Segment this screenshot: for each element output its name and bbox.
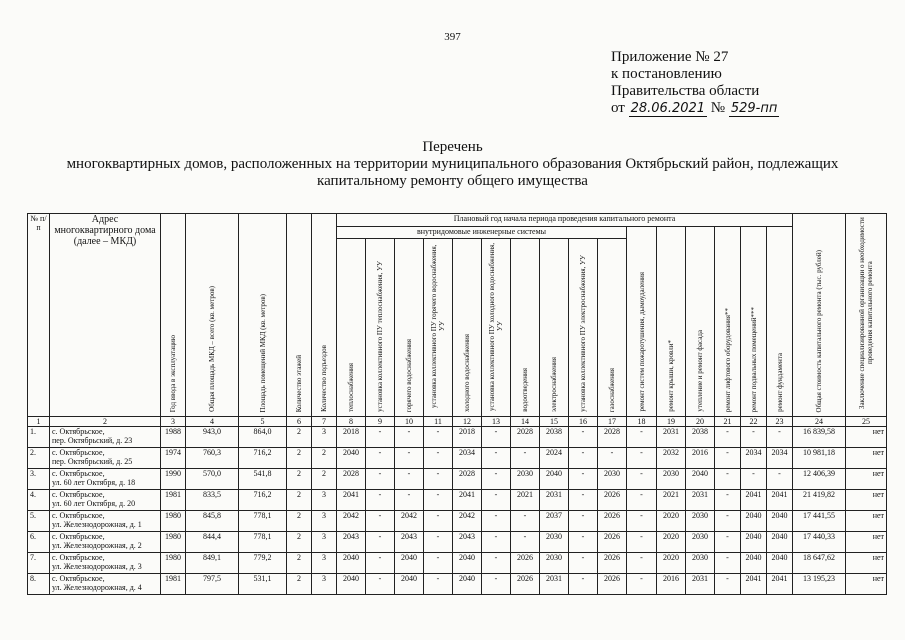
row-cost: 16 839,58 [793, 427, 846, 448]
row-year: 1974 [161, 448, 186, 469]
row-planned-year: - [569, 448, 598, 469]
row-total-area: 570,0 [186, 469, 239, 490]
row-planned-year: 2026 [511, 553, 540, 574]
row-address [50, 574, 161, 595]
column-number: 2 [50, 417, 161, 427]
row-planned-year: 2040 [453, 574, 482, 595]
row-planned-year: - [366, 574, 395, 595]
address-line: с. Октябрьское, [52, 553, 105, 562]
row-planned-year: 2041 [741, 490, 767, 511]
appendix-number-sign: № [710, 100, 726, 116]
row-planned-year: - [366, 427, 395, 448]
row-planned-year: 2040 [767, 511, 793, 532]
row-planned-year: 2030 [686, 532, 715, 553]
row-planned-year: - [627, 427, 657, 448]
row-total-area: 797,5 [186, 574, 239, 595]
table-row [28, 574, 887, 595]
row-planned-year: 2026 [598, 532, 627, 553]
column-number: 15 [540, 417, 569, 427]
header-engineering: внутридомовые инженерные системы [337, 227, 627, 239]
address-line: с. Октябрьское, [52, 427, 105, 436]
column-number: 23 [767, 417, 793, 427]
row-premises-area: 778,1 [239, 511, 287, 532]
row-planned-year: - [715, 448, 741, 469]
row-number: 3. [28, 469, 50, 490]
column-number: 17 [598, 417, 627, 427]
column-number: 8 [337, 417, 366, 427]
row-planned-year: - [715, 427, 741, 448]
address-line: с. Октябрьское, [52, 490, 105, 499]
document-title [20, 139, 885, 190]
row-premises-area: 779,2 [239, 553, 287, 574]
row-planned-year: - [511, 511, 540, 532]
header-conclusion: Заключение специализированной организации о необходимости проведения капитального ремонта [846, 214, 887, 417]
column-number: 10 [395, 417, 424, 427]
row-total-area: 833,5 [186, 490, 239, 511]
row-planned-year: 2040 [337, 553, 366, 574]
appendix-block [611, 49, 779, 117]
row-planned-year: - [715, 469, 741, 490]
row-planned-year: 2043 [395, 532, 424, 553]
row-planned-year: - [569, 574, 598, 595]
header-electricity: электроснабжения [540, 239, 569, 417]
row-cost: 12 406,39 [793, 469, 846, 490]
row-planned-year: - [482, 532, 511, 553]
row-planned-year: - [569, 490, 598, 511]
row-planned-year: - [424, 427, 453, 448]
header-fire-systems: ремонт систем пожаротушения, дымоудаления [627, 227, 657, 417]
row-total-area: 845,8 [186, 511, 239, 532]
row-cost: 18 647,62 [793, 553, 846, 574]
row-planned-year: - [569, 427, 598, 448]
row-planned-year: - [569, 553, 598, 574]
title-line-1: Перечень [422, 139, 483, 155]
row-planned-year: - [767, 427, 793, 448]
row-planned-year: - [715, 490, 741, 511]
row-planned-year: - [715, 553, 741, 574]
row-planned-year: 2040 [741, 532, 767, 553]
row-planned-year: - [627, 490, 657, 511]
row-number: 1. [28, 427, 50, 448]
header-planned-year: Плановый год начала периода проведения капитального ремонта [337, 214, 793, 227]
address-line: ул. Железнодорожная, д. 1 [52, 520, 142, 529]
row-planned-year: - [366, 469, 395, 490]
column-number: 13 [482, 417, 511, 427]
column-number: 6 [287, 417, 312, 427]
row-cost: 17 440,33 [793, 532, 846, 553]
row-year: 1980 [161, 511, 186, 532]
row-conclusion: нет [846, 532, 887, 553]
row-planned-year: - [366, 511, 395, 532]
row-planned-year: 2040 [540, 469, 569, 490]
table-row [28, 448, 887, 469]
column-number: 16 [569, 417, 598, 427]
table-row [28, 427, 887, 448]
header-entrances: Количество подъездов [312, 214, 337, 417]
row-floors: 2 [287, 532, 312, 553]
address-line: пер. Октябрьский, д. 23 [52, 436, 133, 445]
row-entrances: 3 [312, 553, 337, 574]
row-year: 1980 [161, 553, 186, 574]
row-planned-year: - [569, 532, 598, 553]
column-number: 9 [366, 417, 395, 427]
row-premises-area: 541,8 [239, 469, 287, 490]
row-planned-year: 2030 [540, 532, 569, 553]
row-planned-year: - [424, 469, 453, 490]
address-line: с. Октябрьское, [52, 574, 105, 583]
row-total-area: 943,0 [186, 427, 239, 448]
row-premises-area: 716,2 [239, 448, 287, 469]
column-number: 20 [686, 417, 715, 427]
row-planned-year: - [598, 448, 627, 469]
column-number: 19 [657, 417, 686, 427]
row-planned-year: 2038 [686, 427, 715, 448]
row-planned-year: - [715, 532, 741, 553]
row-planned-year: 2041 [767, 490, 793, 511]
row-planned-year: 2021 [657, 490, 686, 511]
row-address [50, 511, 161, 532]
row-total-area: 844,4 [186, 532, 239, 553]
row-planned-year: - [511, 448, 540, 469]
row-planned-year: 2026 [598, 511, 627, 532]
row-conclusion: нет [846, 427, 887, 448]
row-planned-year: 2018 [337, 427, 366, 448]
row-premises-area: 778,1 [239, 532, 287, 553]
table-row [28, 532, 887, 553]
row-planned-year: 2028 [598, 427, 627, 448]
row-year: 1981 [161, 490, 186, 511]
header-gas: газоснабжения [598, 239, 627, 417]
row-address [50, 469, 161, 490]
row-conclusion: нет [846, 574, 887, 595]
header-sewerage: водоотведения [511, 239, 540, 417]
row-planned-year: - [767, 469, 793, 490]
row-floors: 2 [287, 448, 312, 469]
row-address [50, 553, 161, 574]
row-cost: 17 441,55 [793, 511, 846, 532]
row-planned-year: - [715, 574, 741, 595]
row-planned-year: - [627, 532, 657, 553]
row-premises-area: 716,2 [239, 490, 287, 511]
header-facade: утепление и ремонт фасада [686, 227, 715, 417]
address-line: с. Октябрьское, [52, 469, 105, 478]
row-planned-year: - [569, 469, 598, 490]
row-address [50, 427, 161, 448]
row-planned-year: 2028 [453, 469, 482, 490]
row-planned-year: 2030 [686, 511, 715, 532]
row-planned-year: 2040 [337, 574, 366, 595]
column-number: 24 [793, 417, 846, 427]
row-conclusion: нет [846, 490, 887, 511]
header-total-area: Общая площадь МКД – всего (кв. метров) [186, 214, 239, 417]
row-conclusion: нет [846, 511, 887, 532]
row-planned-year: - [482, 469, 511, 490]
row-planned-year: - [482, 490, 511, 511]
row-planned-year: - [569, 511, 598, 532]
row-planned-year: 2016 [686, 448, 715, 469]
row-entrances: 2 [312, 469, 337, 490]
row-number: 4. [28, 490, 50, 511]
row-entrances: 3 [312, 490, 337, 511]
row-entrances: 3 [312, 574, 337, 595]
row-planned-year: 2040 [686, 469, 715, 490]
row-planned-year: 2040 [741, 553, 767, 574]
row-planned-year: 2021 [511, 490, 540, 511]
row-planned-year: 2028 [337, 469, 366, 490]
row-planned-year: - [395, 490, 424, 511]
row-planned-year: 2040 [767, 532, 793, 553]
header-cold-water-meter: установка коллективного ПУ холодного водоснабжения, УУ [482, 239, 511, 417]
row-planned-year: 2016 [657, 574, 686, 595]
table-row [28, 553, 887, 574]
row-planned-year: 2042 [453, 511, 482, 532]
row-planned-year: 2020 [657, 511, 686, 532]
row-planned-year: - [424, 448, 453, 469]
row-planned-year: 2026 [511, 574, 540, 595]
column-number: 1 [28, 417, 50, 427]
header-address: Адрес многоквартирного дома (далее – МКД) [50, 214, 161, 417]
header-cold-water: холодного водоснабжения [453, 239, 482, 417]
address-line: ул. Железнодорожная, д. 3 [52, 562, 142, 571]
row-planned-year: 2043 [337, 532, 366, 553]
column-number: 11 [424, 417, 453, 427]
row-entrances: 3 [312, 511, 337, 532]
row-planned-year: - [395, 469, 424, 490]
table-row [28, 490, 887, 511]
row-planned-year: 2026 [598, 553, 627, 574]
address-line: пер. Октябрьский, д. 25 [52, 457, 133, 466]
row-planned-year: - [627, 511, 657, 532]
row-planned-year: 2037 [540, 511, 569, 532]
row-planned-year: - [627, 469, 657, 490]
address-line: с. Октябрьское, [52, 448, 105, 457]
column-number: 5 [239, 417, 287, 427]
header-num: № п/п [28, 214, 50, 417]
row-planned-year: 2030 [686, 553, 715, 574]
header-hot-water-meter: установка коллективного ПУ горячего водоснабжения, УУ [424, 239, 453, 417]
address-line: ул. Железнодорожная, д. 4 [52, 583, 142, 592]
row-planned-year: - [424, 553, 453, 574]
row-number: 6. [28, 532, 50, 553]
row-planned-year: - [627, 574, 657, 595]
row-year: 1981 [161, 574, 186, 595]
row-planned-year: 2032 [657, 448, 686, 469]
column-number: 21 [715, 417, 741, 427]
header-elevator: ремонт лифтового оборудования** [715, 227, 741, 417]
row-number: 5. [28, 511, 50, 532]
column-number: 3 [161, 417, 186, 427]
row-conclusion: нет [846, 469, 887, 490]
row-planned-year: 2034 [741, 448, 767, 469]
title-line-2: многоквартирных домов, расположенных на территории муниципального образования Октябрьский район, подлежащих [66, 156, 839, 172]
row-planned-year: 2034 [453, 448, 482, 469]
row-planned-year: 2034 [767, 448, 793, 469]
header-heating-meter: установка коллективного ПУ теплоснабжения, УУ [366, 239, 395, 417]
appendix-prefix: от [611, 100, 625, 116]
row-planned-year: 2026 [598, 490, 627, 511]
address-line: с. Октябрьское, [52, 532, 105, 541]
row-planned-year: 2040 [767, 553, 793, 574]
row-planned-year: 2040 [337, 448, 366, 469]
row-planned-year: 2031 [540, 490, 569, 511]
row-planned-year: 2042 [337, 511, 366, 532]
header-cost: Общая стоимость капитального ремонта (тыс. рублей) [793, 214, 846, 417]
header-floors: Количество этажей [287, 214, 312, 417]
row-planned-year: - [482, 427, 511, 448]
row-planned-year: 2040 [395, 574, 424, 595]
row-planned-year: - [395, 448, 424, 469]
row-planned-year: - [741, 469, 767, 490]
row-planned-year: - [424, 532, 453, 553]
row-planned-year: 2041 [453, 490, 482, 511]
column-number: 7 [312, 417, 337, 427]
address-line: с. Октябрьское, [52, 511, 105, 520]
row-planned-year: 2030 [657, 469, 686, 490]
row-planned-year: - [482, 448, 511, 469]
appendix-number: 529-пп [730, 101, 778, 116]
column-number: 18 [627, 417, 657, 427]
row-planned-year: - [741, 427, 767, 448]
appendix-line-1: Приложение № 27 [611, 49, 729, 65]
row-planned-year: - [482, 574, 511, 595]
row-year: 1988 [161, 427, 186, 448]
row-planned-year: 2030 [598, 469, 627, 490]
row-floors: 2 [287, 511, 312, 532]
appendix-date: 28.06.2021 [630, 101, 706, 116]
row-planned-year: 2020 [657, 553, 686, 574]
column-number: 25 [846, 417, 887, 427]
row-entrances: 2 [312, 448, 337, 469]
appendix-line-3: Правительства области [611, 83, 760, 99]
row-planned-year: - [424, 511, 453, 532]
row-planned-year: 2038 [540, 427, 569, 448]
title-line-3: капитальному ремонту общего имущества [317, 173, 588, 189]
row-conclusion: нет [846, 553, 887, 574]
row-planned-year: 2042 [395, 511, 424, 532]
row-planned-year: - [627, 553, 657, 574]
row-conclusion: нет [846, 448, 887, 469]
header-heating: теплоснабжения [337, 239, 366, 417]
address-line: ул. Железнодорожная, д. 2 [52, 541, 142, 550]
row-total-area: 849,1 [186, 553, 239, 574]
row-planned-year: 2041 [767, 574, 793, 595]
row-address [50, 532, 161, 553]
row-planned-year: 2030 [540, 553, 569, 574]
column-number: 14 [511, 417, 540, 427]
row-planned-year: 2031 [686, 574, 715, 595]
row-floors: 2 [287, 469, 312, 490]
table-row [28, 469, 887, 490]
row-planned-year: 2031 [657, 427, 686, 448]
header-roof: ремонт крыши, кровли* [657, 227, 686, 417]
header-foundation: ремонт фундамента [767, 227, 793, 417]
row-planned-year: 2040 [741, 511, 767, 532]
row-total-area: 760,3 [186, 448, 239, 469]
column-numbers-row [28, 417, 887, 427]
row-premises-area: 531,1 [239, 574, 287, 595]
table-row [28, 511, 887, 532]
row-cost: 10 981,18 [793, 448, 846, 469]
header-basement: ремонт подвальных помещений*** [741, 227, 767, 417]
row-number: 8. [28, 574, 50, 595]
row-planned-year: 2028 [511, 427, 540, 448]
header-premises-area: Площадь помещений МКД (кв. метров) [239, 214, 287, 417]
row-planned-year: 2020 [657, 532, 686, 553]
row-floors: 2 [287, 553, 312, 574]
row-cost: 13 195,23 [793, 574, 846, 595]
row-cost: 21 419,82 [793, 490, 846, 511]
row-floors: 2 [287, 427, 312, 448]
row-planned-year: - [395, 427, 424, 448]
row-planned-year: 2043 [453, 532, 482, 553]
page-number: 397 [444, 31, 461, 43]
row-planned-year: 2041 [741, 574, 767, 595]
row-planned-year: - [366, 553, 395, 574]
column-number: 12 [453, 417, 482, 427]
row-year: 1980 [161, 532, 186, 553]
appendix-line-2: к постановлению [611, 66, 722, 82]
row-planned-year: - [482, 553, 511, 574]
row-planned-year: - [424, 574, 453, 595]
row-number: 7. [28, 553, 50, 574]
row-planned-year: 2040 [395, 553, 424, 574]
row-planned-year: - [366, 448, 395, 469]
header-electricity-meter: установка коллективного ПУ электроснабжения, УУ [569, 239, 598, 417]
row-address [50, 448, 161, 469]
row-planned-year: 2018 [453, 427, 482, 448]
address-line: ул. 60 лет Октября, д. 20 [52, 499, 136, 508]
row-planned-year: 2024 [540, 448, 569, 469]
row-number: 2. [28, 448, 50, 469]
row-planned-year: - [366, 532, 395, 553]
houses-table [27, 213, 887, 595]
row-planned-year: - [715, 511, 741, 532]
row-premises-area: 864,0 [239, 427, 287, 448]
appendix-line-4 [611, 100, 779, 117]
row-floors: 2 [287, 574, 312, 595]
row-planned-year: 2041 [337, 490, 366, 511]
row-planned-year: 2030 [511, 469, 540, 490]
row-planned-year: - [424, 490, 453, 511]
column-number: 22 [741, 417, 767, 427]
row-planned-year: 2031 [686, 490, 715, 511]
row-planned-year: 2031 [540, 574, 569, 595]
row-planned-year: - [511, 532, 540, 553]
column-number: 4 [186, 417, 239, 427]
address-line: ул. 60 лет Октября, д. 18 [52, 478, 136, 487]
header-year: Год ввода в эксплуатацию [161, 214, 186, 417]
row-address [50, 490, 161, 511]
row-planned-year: 2040 [453, 553, 482, 574]
header-hot-water: горячего водоснабжения [395, 239, 424, 417]
row-planned-year: - [366, 490, 395, 511]
row-entrances: 3 [312, 532, 337, 553]
row-planned-year: - [627, 448, 657, 469]
row-planned-year: 2026 [598, 574, 627, 595]
row-floors: 2 [287, 490, 312, 511]
row-entrances: 3 [312, 427, 337, 448]
row-year: 1990 [161, 469, 186, 490]
row-planned-year: - [482, 511, 511, 532]
